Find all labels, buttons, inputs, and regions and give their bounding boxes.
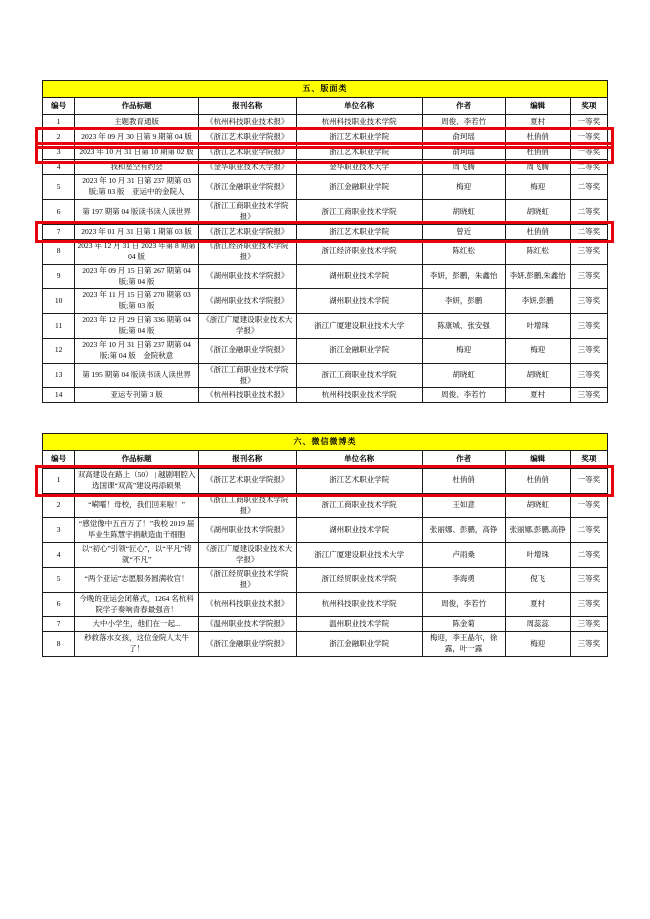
section-title: 六、微信微博类 [43,434,608,451]
column-header: 奖项 [570,451,607,469]
table-row [43,314,608,339]
cell-award: 三等奖 [570,592,607,617]
cell-award: 一等奖 [570,493,607,518]
cell-author: 陈红松 [422,239,505,264]
cell-author: 张丽娜、彭鹏，高铮 [422,518,505,543]
cell-editor: 叶增珠 [505,543,570,568]
cell-publication: 《浙江工商职业技术学院报》 [198,493,296,518]
cell-author: 胡晓虹 [422,200,505,225]
cell-editor: 倪飞 [505,567,570,592]
cell-no: 2 [43,493,75,518]
cell-author: 杜俏俏 [422,468,505,493]
cell-title: 2023 年 09 月 15 日第 267 期第 04 版;第 04 版 [75,264,199,289]
cell-unit: 湖州职业技术学院 [296,289,422,314]
cell-editor: 杜俏俏 [505,468,570,493]
table-row [43,130,608,145]
cell-author: 周飞腾 [422,160,505,175]
cell-editor: 张丽娜,彭鹏,高铮 [505,518,570,543]
table-row [43,338,608,363]
cell-no: 5 [43,175,75,200]
cell-author: 李海勇 [422,567,505,592]
cell-award: 二等奖 [570,200,607,225]
cell-author: 周俊，李若竹 [422,592,505,617]
table-row [43,518,608,543]
cell-publication: 《浙江艺术职业学院报》 [198,468,296,493]
cell-no: 2 [43,130,75,145]
cell-publication: 《浙江工商职业技术学院报》 [198,363,296,388]
table-row [43,592,608,617]
cell-title: “感觉像中五百万了！”我校 2019 届毕业生陈慧宇捐献造血干细胞 [75,518,199,543]
column-header: 报刊名称 [198,97,296,115]
cell-unit: 浙江金融职业学院 [296,632,422,657]
cell-unit: 浙江艺术职业学院 [296,468,422,493]
cell-author: 陈康城、张安强 [422,314,505,339]
cell-publication: 《浙江金融职业学院报》 [198,175,296,200]
cell-publication: 《浙江工商职业技术学院报》 [198,200,296,225]
cell-publication: 《杭州科技职业技术报》 [198,592,296,617]
cell-author: 梅迎 [422,338,505,363]
table-row [43,632,608,657]
cell-unit: 金华职业技术大学 [296,160,422,175]
cell-award: 二等奖 [570,224,607,239]
cell-award: 一等奖 [570,130,607,145]
cell-editor: 梅迎 [505,338,570,363]
cell-editor: 杜俏俏 [505,130,570,145]
cell-unit: 湖州职业技术学院 [296,264,422,289]
cell-unit: 浙江艺术职业学院 [296,130,422,145]
cell-award: 三等奖 [570,289,607,314]
cell-no: 6 [43,200,75,225]
cell-no: 13 [43,363,75,388]
cell-no: 7 [43,224,75,239]
column-header: 奖项 [570,97,607,115]
cell-title: 2023 年 12 月 31 日 2023 年第 8 期第 04 版 [75,239,199,264]
cell-editor: 胡晓虹 [505,493,570,518]
award-table [42,433,608,657]
cell-unit: 浙江工商职业技术学院 [296,363,422,388]
cell-editor: 胡晓虹 [505,363,570,388]
cell-unit: 温州职业技术学院 [296,617,422,632]
column-header: 作品标题 [75,451,199,469]
column-header: 作者 [422,451,505,469]
cell-unit: 浙江金融职业学院 [296,338,422,363]
cell-title: 大中小学生，他们在一起... [75,617,199,632]
cell-author: 梅迎，李王晶尔，徐露，叶一露 [422,632,505,657]
table-row [43,617,608,632]
cell-no: 8 [43,239,75,264]
cell-no: 3 [43,518,75,543]
award-table [42,80,608,403]
cell-publication: 《浙江艺术职业学院报》 [198,130,296,145]
cell-author: 曾近 [422,224,505,239]
cell-award: 一等奖 [570,145,607,160]
cell-publication: 《浙江金融职业学院报》 [198,338,296,363]
cell-editor: 胡晓虹 [505,200,570,225]
cell-no: 14 [43,388,75,403]
cell-publication: 《浙江金融职业学院报》 [198,632,296,657]
column-header: 作品标题 [75,97,199,115]
cell-publication: 《浙江广厦建设职业技术大学报》 [198,314,296,339]
cell-unit: 湖州职业技术学院 [296,518,422,543]
table-row [43,160,608,175]
cell-publication: 《杭州科技职业技术报》 [198,388,296,403]
cell-title: “两个亚运”志愿服务圆满收官！ [75,567,199,592]
table-row [43,363,608,388]
cell-unit: 浙江工商职业技术学院 [296,200,422,225]
cell-award: 二等奖 [570,175,607,200]
column-header: 作者 [422,97,505,115]
cell-title: 2023 年 10 月 31 日第 10 期第 02 版 [75,145,199,160]
table-row [43,264,608,289]
cell-author: 俞珂瑶 [422,130,505,145]
cell-no: 6 [43,592,75,617]
cell-award: 三等奖 [570,632,607,657]
table-row [43,175,608,200]
cell-author: 周俊、李若竹 [422,115,505,130]
column-header: 编号 [43,451,75,469]
cell-unit: 杭州科技职业技术学院 [296,388,422,403]
cell-award: 三等奖 [570,264,607,289]
cell-editor: 夏村 [505,388,570,403]
column-header: 单位名称 [296,451,422,469]
cell-no: 3 [43,145,75,160]
cell-publication: 《杭州科技职业技术报》 [198,115,296,130]
cell-unit: 浙江金融职业学院 [296,175,422,200]
cell-author: 陈金菊 [422,617,505,632]
cell-award: 三等奖 [570,567,607,592]
cell-publication: 《湖州职业技术学院报》 [198,289,296,314]
cell-unit: 浙江经贸职业技术学院 [296,567,422,592]
cell-title: 2023 年 09 月 30 日第 9 期第 04 版 [75,130,199,145]
cell-title: 2023 年 12 月 29 日第 336 期第 04 版;第 04 版 [75,314,199,339]
cell-publication: 《浙江艺术职业学院报》 [198,145,296,160]
table-row [43,224,608,239]
cell-title: 主题教育通版 [75,115,199,130]
cell-editor: 叶增珠 [505,314,570,339]
column-header: 单位名称 [296,97,422,115]
cell-unit: 浙江艺术职业学院 [296,145,422,160]
cell-title: 以“初心”引领“匠心”，以“平凡”铸就“不凡” [75,543,199,568]
cell-no: 7 [43,617,75,632]
cell-no: 1 [43,468,75,493]
cell-editor: 周蕊蕊 [505,617,570,632]
column-header: 报刊名称 [198,451,296,469]
table-row [43,493,608,518]
cell-editor: 梅迎 [505,175,570,200]
cell-publication: 《湖州职业技术学院报》 [198,264,296,289]
cell-author: 周俊、李若竹 [422,388,505,403]
cell-award: 三等奖 [570,388,607,403]
cell-award: 三等奖 [570,338,607,363]
cell-title: 双高建设在路上（50） | 越剧唱腔入选国课“双高”建设再添硕果 [75,468,199,493]
cell-no: 1 [43,115,75,130]
cell-author: 李妍，彭鹏 [422,289,505,314]
cell-editor: 周飞腾 [505,160,570,175]
cell-title: 亚运专刊第 3 版 [75,388,199,403]
cell-editor: 杜俏俏 [505,224,570,239]
cell-no: 8 [43,632,75,657]
cell-title: 2023 年 10 月 31 日第 237 期第 03 版;第 03 版 亚运中的金院人 [75,175,199,200]
cell-unit: 浙江广厦建设职业技术大学 [296,314,422,339]
cell-editor: 夏村 [505,115,570,130]
cell-author: 俞珂瑶 [422,145,505,160]
cell-award: 三等奖 [570,617,607,632]
column-header: 编辑 [505,451,570,469]
cell-no: 4 [43,543,75,568]
cell-title: 我和星空有约会 [75,160,199,175]
cell-publication: 《温州职业技术学院报》 [198,617,296,632]
table-row [43,543,608,568]
cell-publication: 《浙江广厦建设职业技术大学报》 [198,543,296,568]
cell-no: 9 [43,264,75,289]
cell-editor: 陈红松 [505,239,570,264]
table-row [43,115,608,130]
cell-publication: 《浙江艺术职业学院报》 [198,224,296,239]
cell-no: 4 [43,160,75,175]
cell-title: 今晚的亚运会闭幕式，1264 名杭科院学子奏响青春最强音！ [75,592,199,617]
cell-award: 三等奖 [570,239,607,264]
cell-publication: 《浙江经济职业技术学院报》 [198,239,296,264]
cell-award: 二等奖 [570,160,607,175]
cell-no: 5 [43,567,75,592]
table-row [43,567,608,592]
cell-award: 三等奖 [570,314,607,339]
cell-award: 三等奖 [570,363,607,388]
cell-editor: 梅迎 [505,632,570,657]
table-row [43,388,608,403]
cell-unit: 浙江广厦建设职业技术大学 [296,543,422,568]
cell-author: 梅迎 [422,175,505,200]
cell-editor: 李妍,彭鹏 [505,289,570,314]
cell-title: 第 197 期第 04 版读书读人读世界 [75,200,199,225]
cell-unit: 浙江工商职业技术学院 [296,493,422,518]
award-tables-container [42,80,608,687]
cell-author: 胡晓虹 [422,363,505,388]
cell-editor: 杜俏俏 [505,145,570,160]
cell-publication: 《金华职业技术大学报》 [198,160,296,175]
cell-award: 一等奖 [570,115,607,130]
cell-unit: 浙江艺术职业学院 [296,224,422,239]
cell-no: 10 [43,289,75,314]
cell-title: 第 195 期第 04 版读书读人读世界 [75,363,199,388]
cell-title: “嗬嚯！母校，我们回来啦！” [75,493,199,518]
column-header: 编辑 [505,97,570,115]
cell-award: 二等奖 [570,518,607,543]
cell-award: 一等奖 [570,468,607,493]
cell-publication: 《浙江经贸职业技术学院报》 [198,567,296,592]
cell-title: 2023 年 10 月 31 日第 237 期第 04 版;第 04 版 金院秋意 [75,338,199,363]
column-header: 编号 [43,97,75,115]
table-row [43,289,608,314]
cell-author: 王如意 [422,493,505,518]
table-row [43,145,608,160]
cell-title: 秒救落水女孩，这位金院人太牛了！ [75,632,199,657]
cell-unit: 杭州科技职业技术学院 [296,592,422,617]
cell-unit: 浙江经济职业技术学院 [296,239,422,264]
cell-unit: 杭州科技职业技术学院 [296,115,422,130]
cell-title: 2023 年 11 月 15 日第 270 期第 03 版;第 03 版 [75,289,199,314]
cell-no: 11 [43,314,75,339]
cell-author: 卢雨桑 [422,543,505,568]
cell-title: 2023 年 01 月 31 日第 1 期第 03 版 [75,224,199,239]
cell-no: 12 [43,338,75,363]
cell-author: 李妍，彭鹏，朱鑫怡 [422,264,505,289]
table-row [43,239,608,264]
table-row [43,200,608,225]
table-row [43,468,608,493]
cell-award: 二等奖 [570,543,607,568]
cell-editor: 夏村 [505,592,570,617]
section-title: 五、版面类 [43,81,608,98]
cell-editor: 李妍,彭鹏,朱鑫怡 [505,264,570,289]
cell-publication: 《湖州职业技术学院报》 [198,518,296,543]
